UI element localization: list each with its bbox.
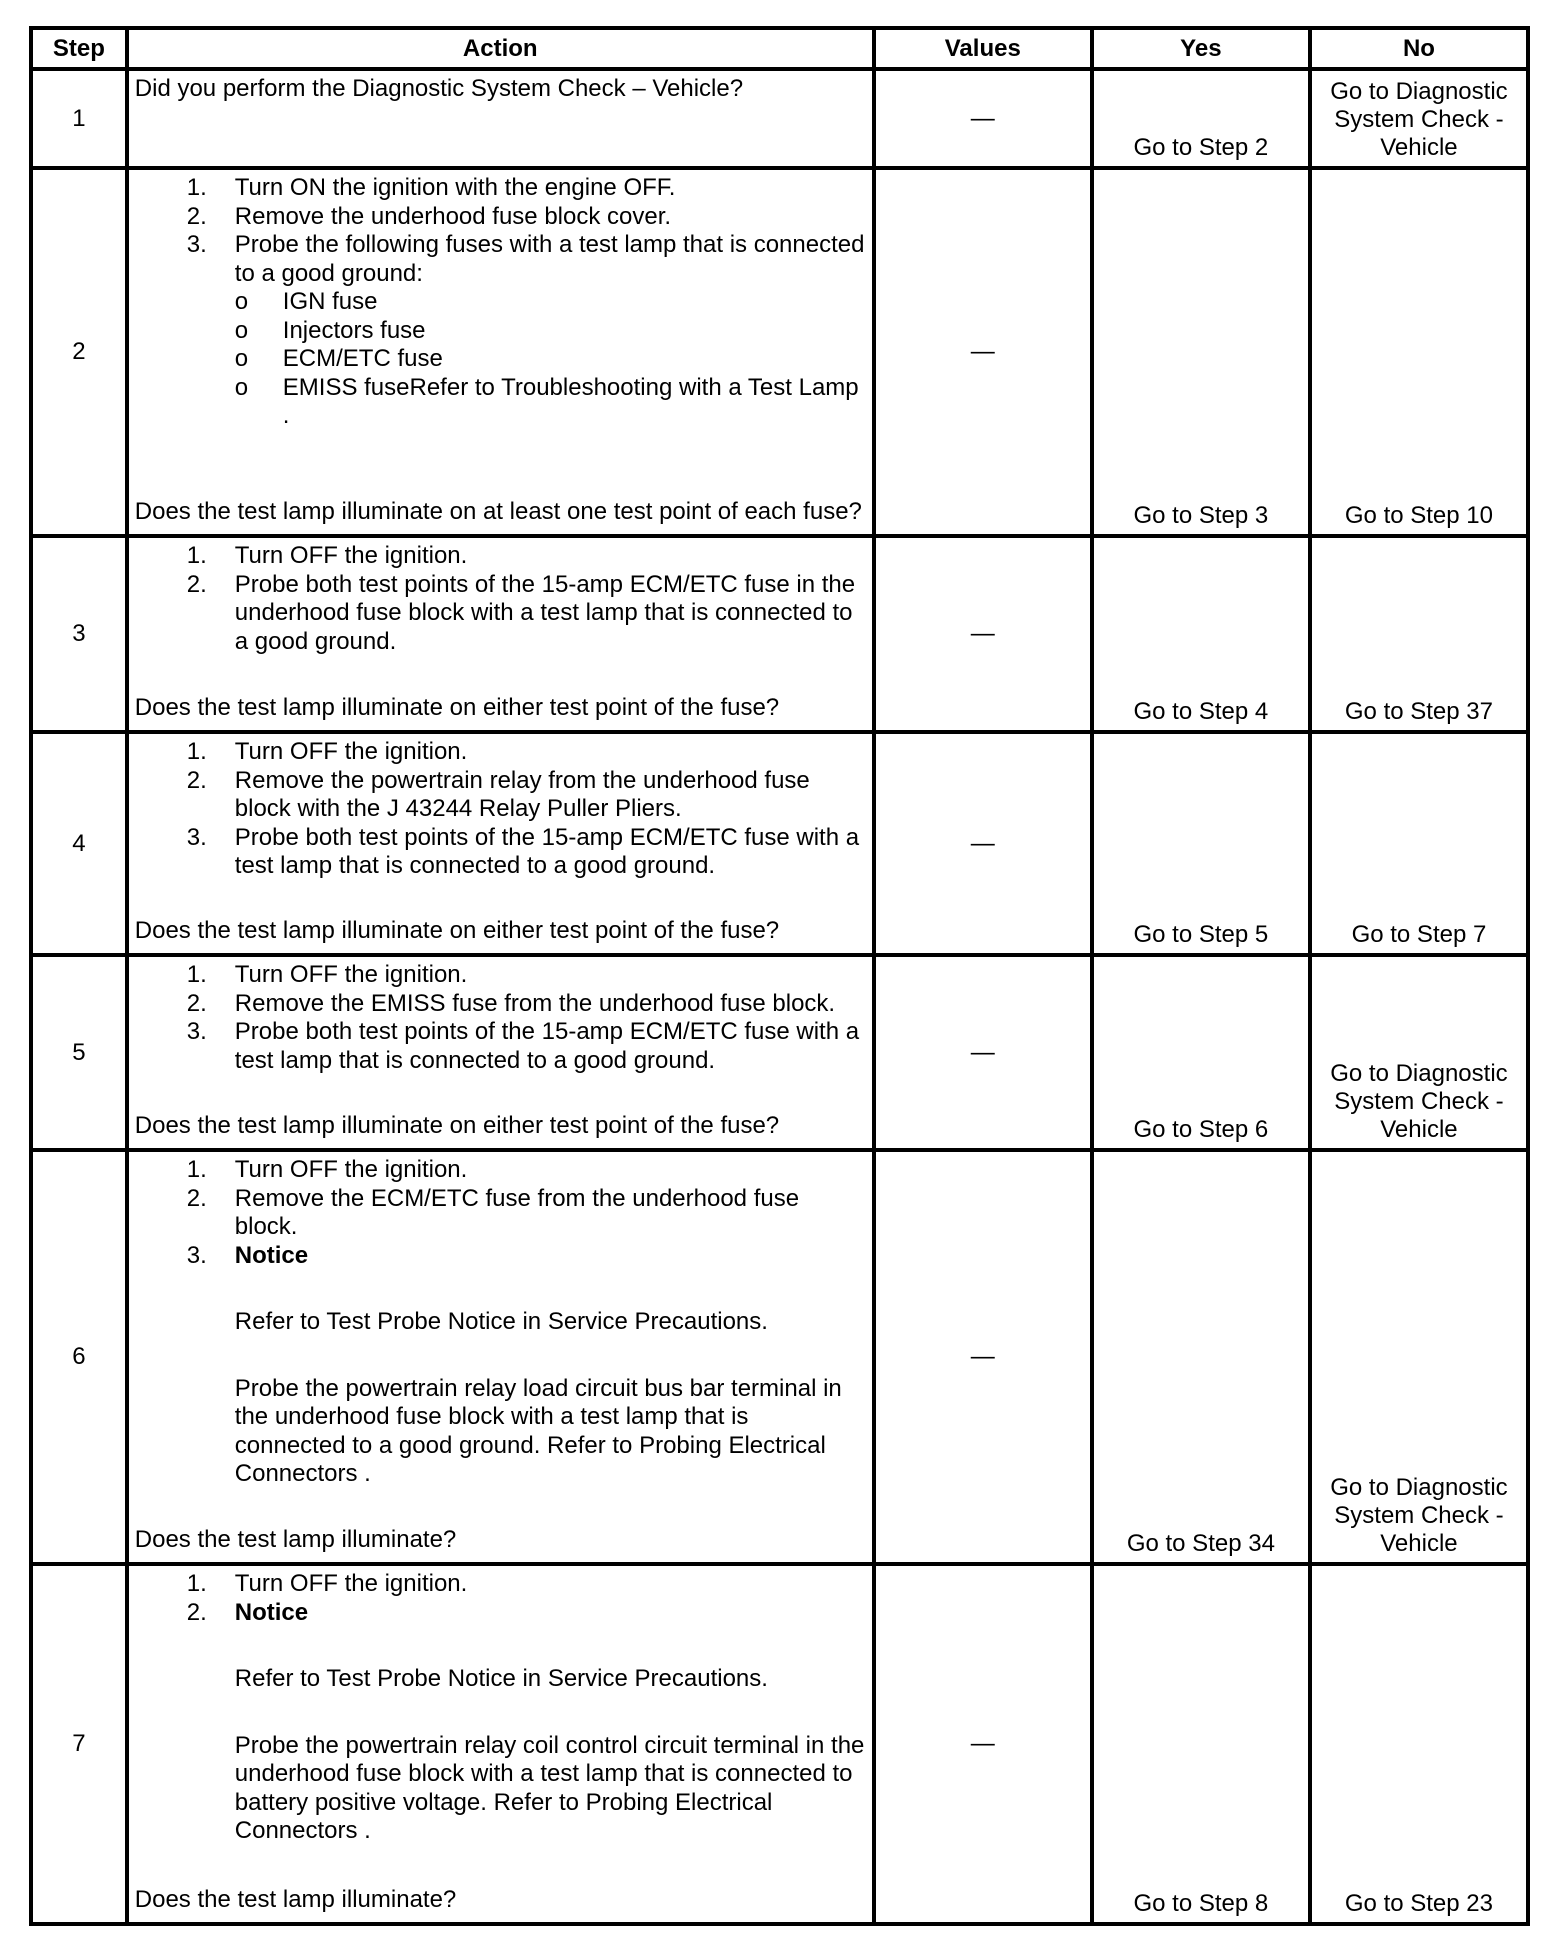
- instruction-text: Probe the powertrain relay load circuit bus bar terminal in the underhood fuse block with a test lamp that is connected to a good ground. Refer to Probing Electrical Connectors .: [234, 1374, 842, 1487]
- question-text: Does the test lamp illuminate on at least one test point of each fuse?: [134, 497, 862, 525]
- item-text: ECM/ETC fuse: [282, 345, 443, 372]
- item-text: Probe both test points of the 15-amp ECM/ETC fuse with a test lamp that is connected to a good ground.: [234, 1018, 860, 1074]
- step-number: 1: [31, 69, 127, 168]
- question-text: Did you perform the Diagnostic System Check – Vehicle?: [134, 75, 744, 102]
- notice-text: Refer to Test Probe Notice in Service Precautions.: [234, 1308, 768, 1335]
- item-text: Injectors fuse: [282, 316, 426, 344]
- yes-cell: Go to Step 5: [1092, 732, 1310, 955]
- step-number: 6: [31, 1150, 127, 1564]
- item-text: Turn ON the ignition with the engine OFF.: [234, 174, 676, 201]
- table-row: [31, 955, 1528, 1150]
- list-item: [135, 767, 866, 824]
- item-text: IGN fuse: [282, 288, 378, 315]
- action-cell: [127, 1150, 874, 1564]
- no-cell: Go to Diagnostic System Check - Vehicle: [1310, 1150, 1528, 1564]
- list-item: [135, 1242, 866, 1271]
- item-number: 2.: [186, 202, 207, 230]
- step-number: 2: [31, 168, 127, 536]
- yes-cell: Go to Step 2: [1092, 69, 1310, 168]
- question-text: Does the test lamp illuminate on either test point of the fuse?: [134, 1111, 780, 1139]
- sub-list-item: [135, 345, 866, 374]
- action-steps: [135, 738, 866, 881]
- item-text: Turn OFF the ignition.: [234, 542, 468, 569]
- step-number: 7: [31, 1564, 127, 1924]
- header-yes: Yes: [1092, 28, 1310, 69]
- item-number: 2.: [186, 1184, 207, 1212]
- item-text: Probe the following fuses with a test lamp that is connected to a good ground:: [234, 231, 865, 287]
- list-item: [135, 1599, 866, 1628]
- list-item: [135, 990, 866, 1019]
- item-text: Remove the ECM/ETC fuse from the underhood fuse block.: [234, 1184, 800, 1240]
- action-cell: [127, 732, 874, 955]
- item-text: Probe both test points of the 15-amp ECM/ETC fuse with a test lamp that is connected to a good ground.: [234, 823, 860, 879]
- bullet-icon: o: [234, 373, 249, 401]
- header-step: Step: [31, 28, 127, 69]
- header-action: Action: [127, 28, 874, 69]
- table-row: [31, 1564, 1528, 1924]
- action-cell: [127, 1564, 874, 1924]
- item-number: 1.: [186, 542, 207, 569]
- bullet-icon: o: [234, 288, 249, 315]
- action-steps: [135, 542, 866, 656]
- item-text: Turn OFF the ignition.: [234, 738, 468, 765]
- yes-cell: Go to Step 3: [1092, 168, 1310, 536]
- notice-heading: Notice: [234, 1598, 309, 1626]
- notice-heading: Notice: [234, 1241, 309, 1269]
- values-cell: —: [874, 536, 1092, 732]
- no-cell: Go to Diagnostic System Check - Vehicle: [1310, 955, 1528, 1150]
- sub-list-item: [135, 288, 866, 317]
- list-item: [135, 1018, 866, 1075]
- question-text: Does the test lamp illuminate on either test point of the fuse?: [134, 693, 780, 721]
- yes-cell: Go to Step 6: [1092, 955, 1310, 1150]
- list-item: [135, 1570, 866, 1599]
- step-number: 3: [31, 536, 127, 732]
- values-cell: —: [874, 168, 1092, 536]
- list-item: [135, 231, 866, 288]
- action-cell: [127, 536, 874, 732]
- item-text: EMISS fuseRefer to Troubleshooting with a Test Lamp .: [282, 373, 859, 429]
- item-number: 1.: [186, 961, 207, 988]
- yes-cell: Go to Step 8: [1092, 1564, 1310, 1924]
- step-number: 5: [31, 955, 127, 1150]
- item-number: 2.: [186, 766, 207, 794]
- action-cell: [127, 168, 874, 536]
- notice-text: Refer to Test Probe Notice in Service Precautions.: [234, 1665, 768, 1692]
- no-cell: Go to Step 7: [1310, 732, 1528, 955]
- list-item: [135, 824, 866, 881]
- action-steps: [135, 174, 866, 431]
- table-row: [31, 732, 1528, 955]
- no-cell: Go to Step 37: [1310, 536, 1528, 732]
- values-cell: —: [874, 732, 1092, 955]
- list-item: [135, 1185, 866, 1242]
- list-item: [135, 571, 866, 657]
- action-cell: [127, 955, 874, 1150]
- item-text: Turn OFF the ignition.: [234, 1156, 468, 1183]
- item-number: 3.: [186, 1018, 207, 1045]
- item-number: 1.: [186, 174, 207, 201]
- yes-cell: Go to Step 4: [1092, 536, 1310, 732]
- header-no: No: [1310, 28, 1528, 69]
- item-text: Remove the powertrain relay from the underhood fuse block with the J 43244 Relay Puller Pliers.: [234, 766, 810, 822]
- list-item: [135, 542, 866, 571]
- header-values: Values: [874, 28, 1092, 69]
- list-item: [135, 174, 866, 203]
- item-number: 1.: [186, 738, 207, 765]
- item-text: Turn OFF the ignition.: [234, 961, 468, 988]
- yes-cell: Go to Step 34: [1092, 1150, 1310, 1564]
- sub-list-item: [135, 374, 866, 431]
- item-number: 3.: [186, 1241, 207, 1269]
- item-number: 1.: [186, 1570, 207, 1597]
- item-text: Turn OFF the ignition.: [234, 1570, 468, 1597]
- no-cell: Go to Diagnostic System Check - Vehicle: [1310, 69, 1528, 168]
- values-cell: —: [874, 1564, 1092, 1924]
- bullet-icon: o: [234, 316, 249, 344]
- table-row: [31, 69, 1528, 168]
- list-item: [135, 961, 866, 990]
- item-text: Remove the underhood fuse block cover.: [234, 202, 672, 230]
- sub-list-item: [135, 317, 866, 346]
- item-number: 3.: [186, 231, 207, 258]
- diagnostic-table: [29, 26, 1530, 1926]
- question-text: Does the test lamp illuminate on either test point of the fuse?: [134, 916, 780, 944]
- table-row: [31, 536, 1528, 732]
- item-number: 3.: [186, 823, 207, 851]
- list-item: [135, 738, 866, 767]
- action-steps: [135, 961, 866, 1075]
- item-number: 2.: [186, 989, 207, 1017]
- values-cell: —: [874, 1150, 1092, 1564]
- question-text: Does the test lamp illuminate?: [134, 1525, 457, 1553]
- item-text: Remove the EMISS fuse from the underhood fuse block.: [234, 989, 836, 1017]
- header-row: [31, 28, 1528, 69]
- question-text: Does the test lamp illuminate?: [134, 1885, 457, 1913]
- no-cell: Go to Step 10: [1310, 168, 1528, 536]
- list-item: [135, 203, 866, 232]
- bullet-icon: o: [234, 345, 249, 372]
- action-cell: [127, 69, 874, 168]
- list-item: [135, 1156, 866, 1185]
- item-number: 2.: [186, 570, 207, 598]
- no-cell: Go to Step 23: [1310, 1564, 1528, 1924]
- item-number: 1.: [186, 1156, 207, 1183]
- item-number: 2.: [186, 1598, 207, 1626]
- table-row: [31, 168, 1528, 536]
- table-row: [31, 1150, 1528, 1564]
- values-cell: —: [874, 69, 1092, 168]
- instruction-text: Probe the powertrain relay coil control circuit terminal in the underhood fuse block with a test lamp that is connected to battery positive voltage. Refer to Probing Electrical Connectors .: [234, 1731, 865, 1844]
- values-cell: —: [874, 955, 1092, 1150]
- step-number: 4: [31, 732, 127, 955]
- item-text: Probe both test points of the 15-amp ECM/ETC fuse in the underhood fuse block with a test lamp that is connected to a good ground.: [234, 570, 856, 655]
